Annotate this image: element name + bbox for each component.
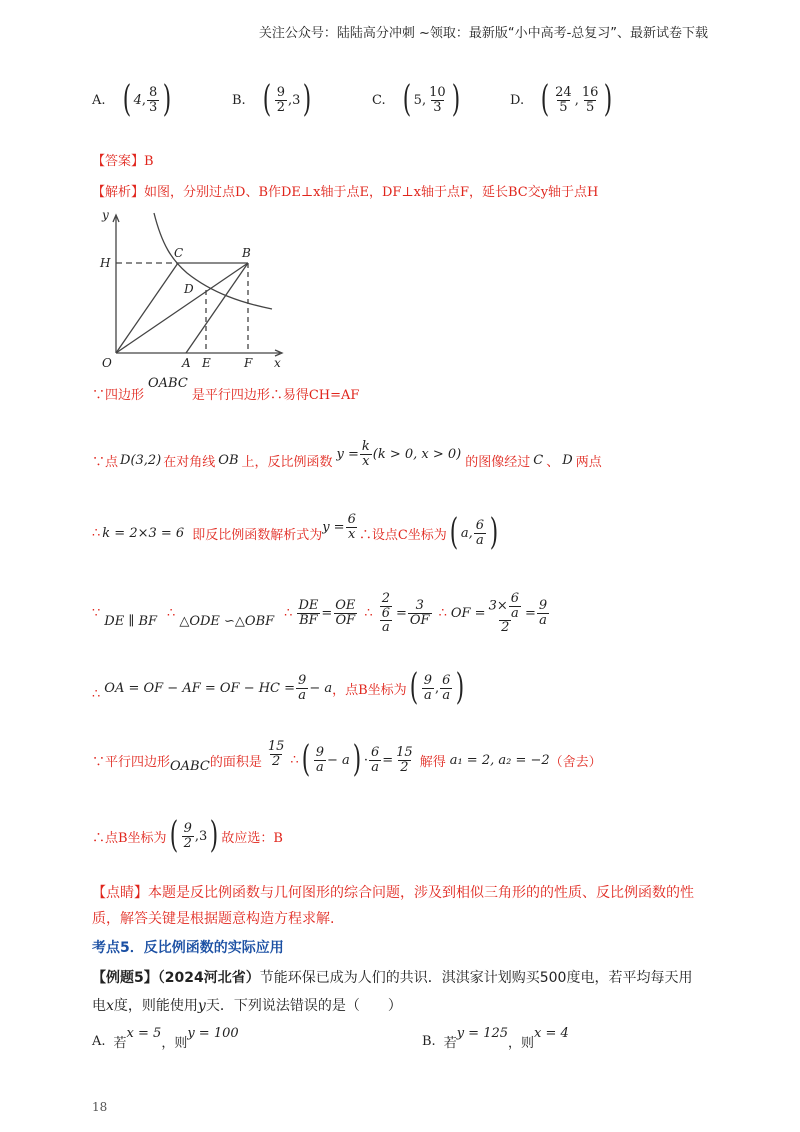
fraction: $\frac{16}{5}$ [581, 84, 599, 115]
analysis-line [92, 181, 598, 200]
coordinate: ( 4 , $\frac{8}{3}$ ) [122, 79, 172, 120]
comment-tag: 【点睛】 [92, 885, 148, 901]
fraction: $\frac{9}{2}$ [276, 84, 286, 115]
solution-line-3: ∴ k = 2×3 = 6 即反比例函数解析式为 y = $\frac{6}{x}$ ∴设点C坐标为 ( a, $\frac{6}{a}$ ) [92, 511, 499, 553]
option-a [92, 79, 174, 120]
example-block: 【例题5】（2024河北省）节能环保已成为人们的共识．淇淇家计划购买500度电，若平均每天用 电x度，则能使用y天．下列说法错误的是（ ） [92, 970, 693, 1014]
label-c: C [174, 246, 184, 260]
solution-line-1: ∵四边形 OABC 是平行四边形∴易得CH=AF [92, 376, 360, 403]
label-h: H [100, 256, 111, 270]
fraction: $\frac{24}{5}$ [555, 84, 572, 115]
solution-line-7: ∴点B坐标为 ( $\frac{9}{2}$ ,3 ) 故应选：B [92, 815, 283, 856]
label-b: B [242, 246, 251, 260]
option-label: B. [232, 92, 246, 108]
coordinate: ( 5 , $\frac{10}{3}$ ) [402, 79, 460, 120]
fraction: $\frac{10}{3}$ [429, 84, 446, 115]
hyperbola-curve [154, 213, 272, 309]
solution-line-2: ∵点 D(3,2) 在对角线 OB 上，反比例函数 y = $\frac{k}{x}$ (k > 0, x > 0) 的图像经过 C 、 D 两点 [92, 439, 602, 470]
solution-line-5: ∴ OA = OF − AF = OF − HC = $\frac{9}{a}$ − a ，点B坐标为 ( $\frac{9}{a}$ , $\frac{6}{a}$ ) [92, 667, 465, 708]
solution-line-6: ∵平行四边形 OABC 的面积是 $\frac{15}{2}$ ∴ ( $\frac{9}{a}$ − a ) · $\frac{6}{a}$ = $\frac{15}{2}$ 解得 a₁ = 2, a₂ = −2 （舍去） [92, 738, 602, 780]
option-c [372, 79, 463, 120]
label-y: y [102, 208, 109, 222]
example-tag: 【例题5】 [92, 970, 158, 986]
example-source: （2024河北省） [157, 970, 260, 986]
page-number: 18 [92, 1100, 108, 1114]
label-x: x [274, 356, 281, 370]
analysis-tag: 【解析】 [92, 185, 145, 200]
answer-line [92, 150, 154, 169]
label-e: E [202, 356, 211, 370]
segment-ab [186, 263, 248, 353]
solution-line-4: ∵ DE ∥ BF ∴ △ODE ∽△OBF ∴ $\frac{DE}{BF}$ = $\frac{OE}{OF}$ ∴ $\frac{\frac{2}{6}}{a}$ = $\frac{3}{OF}$ ∴ OF = 3× $\frac{6}{a}$ 2 = $\frac{9}{a}$ [92, 591, 548, 636]
coordinate: ( $\frac{9}{2}$ , 3 ) [262, 79, 312, 120]
geometry-figure [92, 205, 292, 375]
option-b [232, 79, 314, 120]
option-label: D. [510, 92, 525, 108]
label-d: D [184, 282, 194, 296]
page-header: 关注公众号：陆陆高分冲刺 ~领取：最新版“小中高考-总复习”、最新试卷下载 [258, 26, 708, 41]
option-label: C. [372, 92, 386, 108]
segment-ob [116, 263, 248, 353]
option-label: A. [92, 92, 106, 108]
fraction: $\frac{8}{3}$ [149, 84, 158, 115]
label-o: O [102, 356, 112, 370]
comment-block: 【点睛】本题是反比例函数与几何图形的综合问题，涉及到相似三角形的的性质、反比例函数的性 质，解答关键是根据题意构造方程求解. [92, 885, 694, 927]
answer-tag: 【答案】 [92, 154, 145, 169]
section-title: 考点5．反比例函数的实际应用 [92, 940, 284, 956]
option-d [510, 79, 615, 120]
coordinate: ( $\frac{24}{5}$ , $\frac{16}{5}$ ) [540, 79, 613, 120]
analysis-text: 如图，分别过点D、B作DE⊥x轴于点E，DF⊥x轴于点F，延长BC交y轴于点H [144, 185, 599, 200]
choice-a: A. 若 x = 5 ，则 y = 100 [92, 1026, 239, 1051]
answer-value: B [144, 154, 154, 169]
label-a: A [182, 356, 191, 370]
choice-b: B. 若 y = 125 ，则 x = 4 [422, 1026, 569, 1051]
segment-oc [116, 263, 178, 353]
label-f: F [244, 356, 253, 370]
